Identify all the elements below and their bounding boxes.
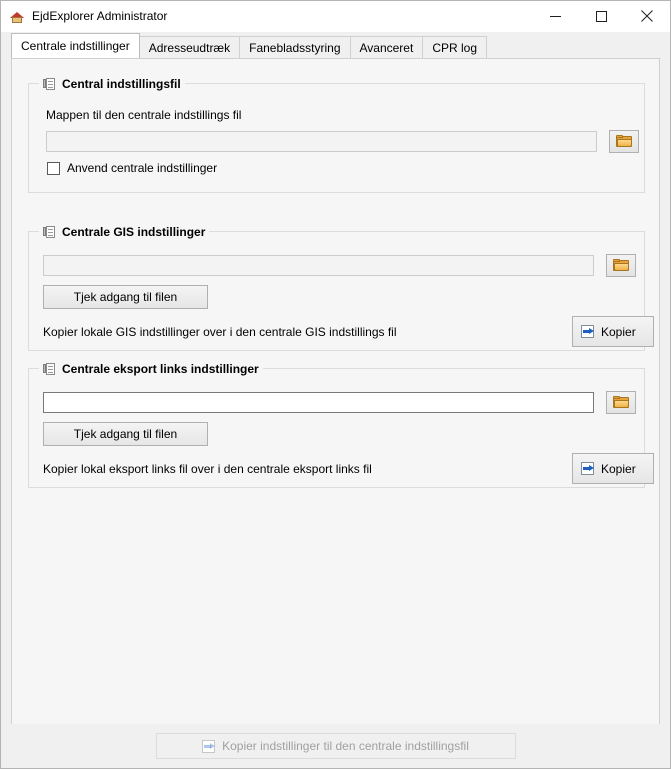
export-links-copy-description: Kopier lokal eksport links fil over i den centrale eksport links fil <box>43 462 372 476</box>
copy-arrow-icon <box>581 462 596 475</box>
apply-central-settings-checkbox-row[interactable] <box>47 161 217 175</box>
minimize-button[interactable] <box>532 1 578 31</box>
copy-settings-to-central-file-button[interactable] <box>156 733 516 759</box>
central-gis-browse-button[interactable] <box>606 254 636 277</box>
tab-centrale-indstillinger[interactable]: Centrale indstillinger <box>11 33 140 58</box>
central-settings-path-label: Mappen til den centrale indstillings fil <box>46 108 242 122</box>
maximize-button[interactable] <box>578 1 624 31</box>
tab-fanebladsstyring[interactable]: Fanebladsstyring <box>239 36 350 58</box>
folder-icon <box>616 135 633 148</box>
copy-arrow-icon <box>581 325 596 338</box>
apply-central-settings-label: Anvend centrale indstillinger <box>67 161 218 175</box>
central-export-links-path-input[interactable] <box>43 392 594 413</box>
close-button[interactable] <box>624 1 670 31</box>
copy-arrow-icon <box>202 740 217 753</box>
close-icon <box>641 10 653 22</box>
group-header-central-settings-file <box>39 75 185 93</box>
group-title-central-export-links-settings: Centrale eksport links indstillinger <box>62 362 259 376</box>
settings-file-icon <box>43 77 57 91</box>
tab-page-centrale-indstillinger <box>11 58 660 758</box>
group-header-central-export-links-settings <box>39 360 263 378</box>
group-central-export-links-settings <box>28 362 645 488</box>
minimize-icon <box>550 11 561 22</box>
tab-avanceret[interactable]: Avanceret <box>350 36 424 58</box>
central-gis-path-input[interactable] <box>43 255 594 276</box>
group-title-central-gis-settings: Centrale GIS indstillinger <box>62 225 206 239</box>
central-settings-browse-button[interactable] <box>609 130 639 153</box>
tab-adresseudtraek[interactable]: Adresseudtræk <box>139 36 240 58</box>
tab-strip <box>1 32 670 58</box>
export-links-copy-button[interactable] <box>572 453 654 484</box>
central-export-links-browse-button[interactable] <box>606 391 636 414</box>
gis-copy-description: Kopier lokale GIS indstillinger over i den centrale GIS indstillings fil <box>43 325 397 339</box>
window-title: EjdExplorer Administrator <box>32 9 168 23</box>
gis-settings-file-icon <box>43 225 57 239</box>
footer-bar <box>1 724 670 768</box>
central-settings-path-input[interactable] <box>46 131 597 152</box>
export-links-copy-button-label: Kopier <box>601 461 636 476</box>
folder-icon <box>613 259 630 272</box>
gis-check-access-button[interactable]: Tjek adgang til filen <box>43 285 208 309</box>
gis-copy-button-label: Kopier <box>601 324 636 339</box>
export-links-check-access-button[interactable]: Tjek adgang til filen <box>43 422 208 446</box>
folder-icon <box>613 396 630 409</box>
gis-copy-button[interactable] <box>572 316 654 347</box>
app-house-icon <box>9 8 25 24</box>
export-links-file-icon <box>43 362 57 376</box>
tab-cpr-log[interactable]: CPR log <box>422 36 487 58</box>
maximize-icon <box>596 11 607 22</box>
copy-settings-to-central-file-label: Kopier indstillinger til den centrale indstillingsfil <box>222 739 469 753</box>
group-central-settings-file <box>28 77 645 193</box>
title-bar <box>1 1 670 32</box>
group-header-central-gis-settings <box>39 223 209 241</box>
apply-central-settings-checkbox[interactable] <box>47 162 60 175</box>
group-title-central-settings-file: Central indstillingsfil <box>62 77 181 91</box>
group-central-gis-settings <box>28 225 645 351</box>
